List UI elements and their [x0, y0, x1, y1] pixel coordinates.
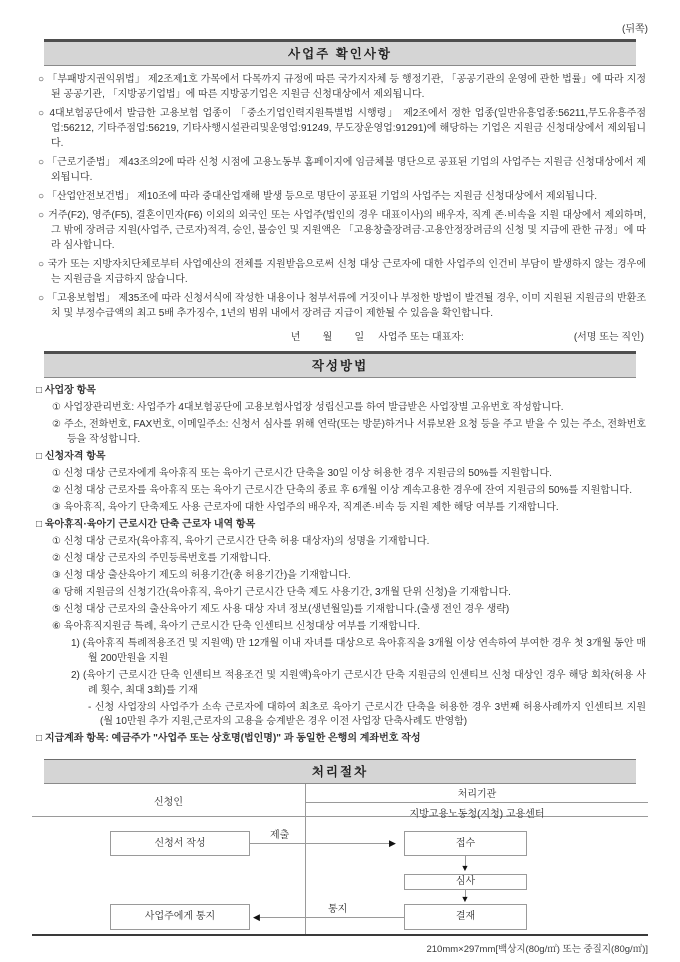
- confirm-item: ○ 국가 또는 지방자치단체로부터 사업예산의 전체를 지원받음으로써 신청 대상 근로자에 대한 사업주의 인건비 부담이 발생하지 않는 경우에는 지원금을 지급하지 않습니다.: [38, 259, 646, 286]
- flow-node-write-application: 신청서 작성: [110, 831, 250, 856]
- confirm-item: ○ 「근로기준법」 제43조의2에 따라 신청 시점에 고용노동부 홈페이지에 임금체불 명단으로 공표된 기업의 사업주는 지원금 신청대상에서 제외됩니다.: [38, 156, 646, 183]
- instruction-heading: □ 사업장 항목: [36, 385, 96, 397]
- instruction-item: ③ 신청 대상 출산육아기 제도의 허용기간(총 허용기간)을 기재합니다.: [52, 570, 351, 582]
- instruction-item: ⑥ 육아휴직지원금 특례, 육아기 근로시간 단축 인센티브 신청대상 여부를 기재합니다.: [52, 621, 420, 633]
- instruction-subitem: 1) (육아휴직 특례적용조건 및 지원액) 만 12개월 이내 자녀를 대상으로 육아휴직을 3개월 이상 연속하여 부여한 경우 첫 3개월 동안 매월 200만원을 지원: [71, 638, 646, 664]
- flow-agency-header-group: [306, 784, 648, 820]
- instruction-item: ② 신청 대상 근로자를 육아휴직 또는 육아기 근로시간 단축의 종료 후 6개월 이상 계속고용한 경우에 잔여 지원금의 50%를 지원합니다.: [52, 485, 632, 497]
- flow-edge-notice-line: [260, 917, 404, 918]
- arrowhead-down-icon: ▼: [460, 863, 470, 874]
- instruction-item: ③ 육아휴직, 육아기 단축제도 사용 근로자에 대한 사업주의 배우자, 직계존·비속 등 지원 제한 해당 여부를 기재합니다.: [52, 502, 559, 514]
- confirm-item: ○ 거주(F2), 영주(F5), 결혼이민자(F6) 이외의 외국인 또는 사업주(법인의 경우 대표이사)의 배우자, 직계 존·비속을 지원 대상에서 제외하며, 그 밖에 장려금 지원(사업주, 근로자)적격, 승인, 불승인 및 지원액은 「고용창출장려금·고용안정장려금의 신청 및 지급에 관한 규정」에 따라 심사합니다.: [38, 210, 646, 251]
- flow-edge-submit-label: 제출: [270, 830, 290, 842]
- confirm-item: ○ 4대보험공단에서 발급한 고용보험 업종이 「중소기업인력지원특별법 시행령」 제2조에서 정한 업종(일반유흥업종:56211,무도유흥주점업:56212, 기타주점업:56219, 기타사행시설관리및운영업:91249, 무도장운영업:91291)에 해당하는 기업은 지원금 신청대상에서 제외됩니다.: [38, 108, 646, 149]
- flow-applicant-header: 신청인: [154, 797, 183, 809]
- flow-edge-notice-label: 통지: [328, 904, 348, 916]
- arrowhead-left-icon: ◀: [253, 912, 260, 923]
- arrowhead-down-icon: ▼: [460, 894, 470, 905]
- flow-agency-subheader: 지방고용노동청(지청) 고용센터: [409, 809, 545, 821]
- signature-label: 사업주 또는 대표자:: [378, 332, 464, 344]
- confirm-list: [30, 66, 650, 322]
- instruction-item: ④ 당해 지원금의 신청기간(육아휴직, 육아기 근로시간 단축 제도 사용기간, 3개월 단위 신청)을 기재합니다.: [52, 587, 511, 599]
- instruction-heading: □ 육아휴직·육아기 근로시간 단축 근로자 내역 항목: [36, 519, 256, 531]
- instruction-item: ② 신청 대상 근로자의 주민등록번호를 기재합니다.: [52, 553, 271, 565]
- instruction-item: ⑤ 신청 대상 근로자의 출산육아기 제도 사용 대상 자녀 정보(생년월일)를 기재합니다.(출생 전인 경우 생략): [52, 604, 510, 616]
- flow-edge-submit-line: [250, 843, 392, 844]
- instruction-item: ② 주소, 전화번호, FAX번호, 이메일주소: 신청서 심사를 위해 연락(또는 방문)하거나 서류보완 요청 등을 주고 받을 수 있는 주소, 전화번호 등을 작성합니다.: [52, 419, 646, 446]
- confirm-item: ○ 「부패방지권익위법」 제2조제1호 가목에서 다목까지 규정에 따른 국가지자체 등 행정기관, 「공공기관의 운영에 관한 법률」에 따라 지정된 공공기관, 「지방공기업법」에 따른 지방공기업은 지원금 신청대상에서 제외됩니다.: [38, 74, 646, 100]
- process-section-title: 처리절차: [44, 759, 636, 784]
- paper-spec-footer: 210mm×297mm[백상지(80g/㎡) 또는 중질지(80g/㎡)]: [426, 944, 648, 956]
- instruction-item: ① 신청 대상 근로자에게 육아휴직 또는 육아기 근로시간 단축을 30일 이상 허용한 경우 지원금의 50%를 지원합니다.: [52, 468, 552, 480]
- signature-seal-note: (서명 또는 직인): [573, 332, 644, 344]
- flow-agency-header: 처리기관: [306, 784, 648, 803]
- instruction-item: ① 사업장관리번호: 사업주가 4대보험공단에 고용보험사업장 성립신고를 하여 발급받은 사업장별 고유번호 작성합니다.: [52, 402, 564, 414]
- arrowhead-right-icon: ▶: [389, 838, 396, 849]
- instruction-heading: □ 지급계좌 항목: 예금주가 "사업주 또는 상호명(법인명)" 과 동일한 은행의 계좌번호 작성: [36, 733, 421, 745]
- instructions-list: [30, 378, 650, 759]
- flow-node-receipt: 접수: [404, 831, 527, 856]
- instruction-heading: □ 신청자격 항목: [36, 451, 106, 463]
- confirm-item: ○ 「고용보험법」 제35조에 따라 신청서식에 작성한 내용이나 첨부서류에 거짓이나 부정한 방법이 발견될 경우, 이미 지원된 지원금의 반환조치 및 부정수급액의 최고 5배 추가징수, 1년의 범위 내에서 장려금 지급이 제한될 수 있음을 확인합니다.: [38, 293, 646, 320]
- instruction-item: ① 신청 대상 근로자(육아휴직, 육아기 근로시간 단축 허용 대상자)의 성명을 기재합니다.: [52, 536, 430, 548]
- signature-date-fields: 년 월 일: [290, 332, 365, 344]
- instruction-dash-note: - 신청 사업장의 사업주가 소속 근로자에 대하여 최초로 육아기 근로시간 단축을 허용한 경우 3번째 허용사례까지 인센티브 지원(월 10만원 추가 지원,근로자의 고용을 승계받은 경우 이전 사업장 단축사례도 반영함): [88, 701, 646, 728]
- process-flowchart: [32, 784, 648, 936]
- page-side-label: (뒤쪽): [622, 24, 648, 35]
- instruction-subitem: 2) (육아기 근로시간 단축 인센티브 적용조건 및 지원액)육아기 근로시간 단축 지원금의 인센티브 신청 대상인 경우 해당 회차(허용 사례 횟수, 최대 3회)를 기재: [71, 669, 646, 696]
- confirm-section-title: 사업주 확인사항: [44, 39, 636, 66]
- instructions-section-title: 작성방법: [44, 351, 636, 378]
- flow-node-notify-employer: 사업주에게 통지: [110, 904, 250, 930]
- flow-node-review: 심사: [404, 874, 527, 890]
- signature-row: [30, 326, 650, 351]
- confirm-item: ○ 「산업안전보건법」 제10조에 따라 중대산업재해 발생 등으로 명단이 공표된 기업의 사업주는 지원금 신청대상에서 제외됩니다.: [38, 191, 598, 203]
- flow-header-row: [32, 784, 648, 821]
- flow-node-approval: 결재: [404, 904, 527, 930]
